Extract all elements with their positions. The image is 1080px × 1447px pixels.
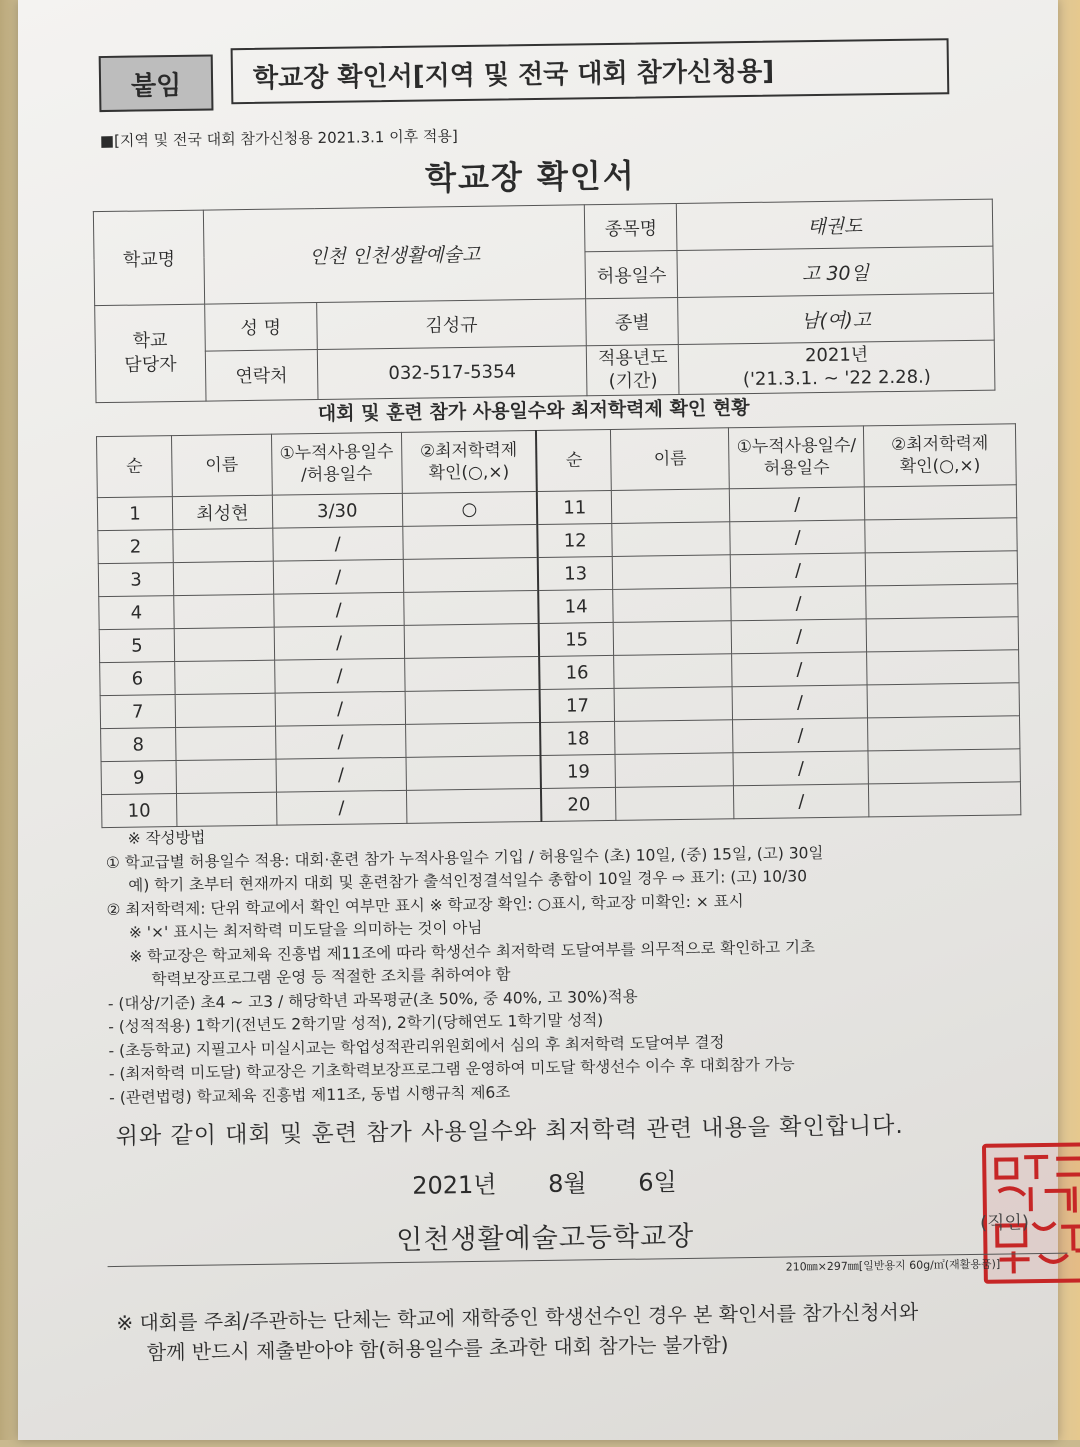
footer-line-1: ※ 대회를 주최/주관하는 단체는 학교에 재학중인 학생선수인 경우 본 확인서를 참가신청서와 xyxy=(116,1299,919,1335)
roster-cell-name2 xyxy=(615,687,733,722)
roster-cell-days2: / xyxy=(732,685,867,720)
roster-cell-check2 xyxy=(865,518,1017,553)
roster-cell-name2 xyxy=(616,786,734,821)
roster-cell-check2 xyxy=(865,551,1017,586)
roster-cell-days2: / xyxy=(731,586,866,621)
roster-cell-no2: 17 xyxy=(540,688,615,722)
roster-cell-no: 5 xyxy=(99,629,174,663)
roster-cell-name xyxy=(175,726,275,760)
roster-cell-name2 xyxy=(614,621,732,656)
type-value: 남(여)고 xyxy=(678,293,994,344)
date-day: 6일 xyxy=(638,1168,677,1197)
sport-label: 종목명 xyxy=(585,204,678,252)
roster-cell-no2: 18 xyxy=(540,721,615,755)
roster-cell-name2 xyxy=(615,753,733,788)
roster-cell-no2: 15 xyxy=(539,622,614,656)
header-days-right: ①누적사용일수/ 허용일수 xyxy=(729,426,865,489)
header-no-right: 순 xyxy=(536,429,612,491)
roster-cell-days: / xyxy=(276,790,406,825)
roster-cell-name2 xyxy=(613,588,731,623)
roster-cell-name xyxy=(175,693,275,727)
roster-cell-no2: 20 xyxy=(541,787,616,821)
roster-cell-check2 xyxy=(866,584,1018,619)
note-line: 학력보장프로그램 운영 등 적절한 조치를 취하여야 함 xyxy=(151,965,511,989)
roster-cell-days: / xyxy=(273,559,403,594)
roster-cell-days2: / xyxy=(733,718,868,753)
roster-cell-name xyxy=(176,792,276,826)
note-line: ② 최저학력제: 단위 학교에서 확인 여부만 표시 ※ 학교장 확인: ○표시, 학교장 미확인: × 표시 xyxy=(106,891,744,919)
roster-cell-days: 3/30 xyxy=(272,493,402,528)
roster-cell-name xyxy=(173,561,273,595)
roster-cell-days2: / xyxy=(731,619,866,654)
roster-cell-check xyxy=(405,722,540,757)
notes-heading: ※ 작성방법 xyxy=(127,828,206,848)
roster-cell-days2: / xyxy=(730,553,865,588)
roster-cell-name xyxy=(173,528,273,562)
roster-cell-no2: 12 xyxy=(537,523,612,557)
writing-instructions xyxy=(105,815,1059,1110)
roster-cell-check: ○ xyxy=(402,491,537,526)
note-line: - (관련법령) 학교체육 진흥법 제11조, 동법 시행규칙 제6조 xyxy=(109,1082,511,1107)
footer-note xyxy=(116,1297,919,1368)
roster-cell-days: / xyxy=(275,724,405,759)
header-days: ①누적사용일수 /허용일수 xyxy=(271,432,402,495)
roster-cell-check xyxy=(404,623,539,658)
type-label: 종별 xyxy=(586,298,679,346)
header-title: 학교장 확인서[지역 및 전국 대회 참가신청용] xyxy=(231,38,950,104)
confirmation-text: 위와 같이 대회 및 훈련 참가 사용일수와 최저학력 관련 내용을 확인합니다. xyxy=(115,1112,904,1150)
roster-cell-no: 9 xyxy=(101,761,176,795)
roster-table xyxy=(96,423,1021,828)
roster-cell-name xyxy=(176,759,276,793)
roster-cell-check2 xyxy=(867,683,1019,718)
roster-cell-days: / xyxy=(274,592,404,627)
name-value: 김성규 xyxy=(316,299,586,350)
roster-cell-days: / xyxy=(276,757,406,792)
roster-cell-no2: 11 xyxy=(537,490,612,524)
roster-cell-check xyxy=(402,524,537,559)
roster-cell-check xyxy=(404,656,539,691)
roster-cell-check2 xyxy=(864,485,1016,520)
note-line: - (대상/기준) 초4 ~ 고3 / 해당학년 과목평균(초 50%, 중 40%, 고 30%)적용 xyxy=(107,987,638,1013)
roster-cell-no: 7 xyxy=(100,695,175,729)
roster-cell-days2: / xyxy=(733,751,868,786)
roster-cell-days2: / xyxy=(732,652,867,687)
manager-label: 학교 담당자 xyxy=(95,304,206,402)
header-check-right: ②최저학력제 확인(○,×) xyxy=(864,424,1017,487)
allowed-days-value: 고 30일 xyxy=(677,246,993,297)
note-line: ※ 학교장은 학교체육 진흥법 제11조에 따라 학생선수 최저학력 도달여부를 의무적으로 확인하고 기초 xyxy=(129,937,816,966)
seal-mark: (직인) xyxy=(979,1212,1030,1234)
allowed-days-label: 허용일수 xyxy=(585,251,678,299)
roster-cell-name2 xyxy=(612,522,730,557)
roster-title: 대회 및 훈련 참가 사용일수와 최저학력제 확인 현황 xyxy=(317,397,750,426)
confirmation-date xyxy=(24,1157,1064,1207)
roster-cell-no2: 16 xyxy=(539,655,614,689)
sport-value: 태권도 xyxy=(677,199,993,250)
roster-cell-no: 1 xyxy=(97,497,172,531)
note-line: - (최저학력 미도달) 학교장은 기초학력보장프로그램 운영하여 미도달 학생선수 이수 후 대회참가 가능 xyxy=(108,1055,795,1084)
footer-line-2: 함께 반드시 제출받아야 함(허용일수를 초과한 대회 참가는 불가함) xyxy=(146,1332,729,1365)
header-name-right: 이름 xyxy=(611,428,730,491)
principal-name: 인천생활예술고등학교장 xyxy=(396,1220,695,1257)
roster-cell-no: 2 xyxy=(98,530,173,564)
year-value: 2021년 xyxy=(804,344,869,367)
roster-cell-name2 xyxy=(612,489,730,524)
roster-cell-check xyxy=(403,557,538,592)
date-year: 2021년 xyxy=(412,1170,497,1200)
name-label: 성 명 xyxy=(205,303,318,352)
roster-cell-name xyxy=(174,627,274,661)
roster-cell-check2 xyxy=(868,749,1020,784)
year-cell xyxy=(679,340,995,394)
roster-cell-days2: / xyxy=(730,487,865,522)
roster-cell-name xyxy=(175,660,275,694)
roster-cell-days: / xyxy=(274,625,404,660)
roster-cell-days: / xyxy=(273,526,403,561)
year-label: 적용년도 (기간) xyxy=(587,345,680,396)
note-line: ※ '×' 표시는 최저학력 미도달을 의미하는 것이 아님 xyxy=(128,918,483,942)
roster-cell-name: 최성현 xyxy=(172,495,272,529)
roster-cell-days: / xyxy=(275,691,405,726)
roster-cell-check2 xyxy=(866,617,1018,652)
roster-cell-name2 xyxy=(614,654,732,689)
roster-cell-name2 xyxy=(615,720,733,755)
roster-cell-check2 xyxy=(869,782,1021,817)
header-no: 순 xyxy=(97,436,173,498)
applied-note: ■[지역 및 전국 대회 참가신청용 2021.3.1 이후 적용] xyxy=(99,127,458,151)
roster-cell-check xyxy=(405,689,540,724)
note-line: - (성적적용) 1학기(전년도 2학기말 성적), 2학기(당해연도 1학기말 성적) xyxy=(108,1011,604,1037)
header-check: ②최저학력제 확인(○,×) xyxy=(401,431,537,494)
roster-cell-name xyxy=(174,594,274,628)
contact-value: 032-517-5354 xyxy=(317,346,587,400)
attachment-label: 붙임 xyxy=(99,54,214,112)
note-line: - (초등학교) 지필고사 미실시교는 학업성적관리위원회에서 심의 후 최저학력 도달여부 결정 xyxy=(108,1032,725,1060)
paper-spec: 210㎜×297㎜[일반용지 60g/㎡(재활용품)] xyxy=(785,1257,1001,1274)
note-line: ① 학교급별 허용일수 적용: 대회·훈련 참가 누적사용일수 기입 / 허용일수 (초) 10일, (중) 15일, (고) 30일 xyxy=(105,843,824,872)
note-line: 예) 학기 초부터 현재까지 대회 및 훈련참가 출석인정결석일수 총합이 10일 경우 ⇨ 표기: (고) 10/30 xyxy=(128,867,808,895)
roster-cell-check xyxy=(406,755,541,790)
roster-cell-no: 8 xyxy=(101,728,176,762)
header-name: 이름 xyxy=(171,434,272,496)
roster-cell-no: 4 xyxy=(99,596,174,630)
period-value: ('21.3.1. ~ '22 2.28.) xyxy=(742,366,931,391)
roster-cell-days2: / xyxy=(730,520,865,555)
roster-cell-name2 xyxy=(613,555,731,590)
roster-cell-no2: 14 xyxy=(538,589,613,623)
document-title: 학교장 확인서 xyxy=(424,156,636,198)
school-value: 인천 인천생활예술고 xyxy=(203,205,586,304)
info-table xyxy=(93,199,996,403)
date-month: 8월 xyxy=(547,1169,587,1198)
roster-cell-days2: / xyxy=(734,784,869,819)
school-label: 학교명 xyxy=(93,210,204,306)
roster-cell-check xyxy=(403,590,538,625)
document-paper xyxy=(18,0,1058,1440)
roster-cell-days: / xyxy=(274,658,404,693)
roster-cell-check2 xyxy=(868,716,1020,751)
roster-cell-no2: 13 xyxy=(538,556,613,590)
roster-cell-no: 10 xyxy=(101,794,176,828)
roster-cell-no2: 19 xyxy=(541,754,616,788)
roster-cell-no: 6 xyxy=(100,662,175,696)
roster-cell-no: 3 xyxy=(98,563,173,597)
roster-cell-check xyxy=(406,788,541,823)
contact-label: 연락처 xyxy=(205,350,318,401)
roster-cell-check2 xyxy=(867,650,1019,685)
